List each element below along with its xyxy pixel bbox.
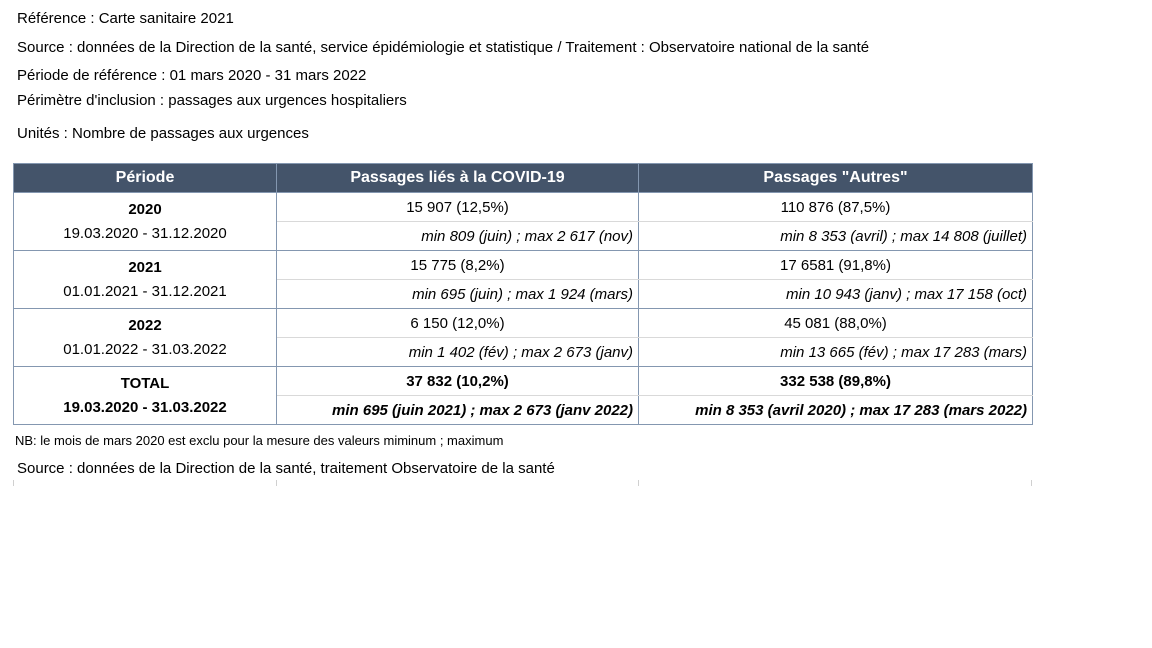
period-year: 2022: [128, 316, 162, 334]
period-cell-total: [14, 367, 277, 425]
table-header-row: [14, 164, 1033, 193]
covid-value: 6 150 (12,0%): [277, 309, 639, 338]
other-value: 45 081 (88,0%): [639, 309, 1033, 338]
other-total-range: min 8 353 (avril 2020) ; max 17 283 (mars 2022): [639, 396, 1033, 425]
covid-total-value: 37 832 (10,2%): [277, 367, 639, 396]
table-row-2022: [14, 309, 1033, 338]
covid-range: min 809 (juin) ; max 2 617 (nov): [277, 222, 639, 251]
column-tick: [13, 480, 14, 486]
period-cell-2022: [14, 309, 277, 367]
column-tick: [276, 480, 277, 486]
emergency-visits-table: [13, 163, 1033, 425]
table-row-2020: [14, 193, 1033, 222]
other-value: 110 876 (87,5%): [639, 193, 1033, 222]
other-total-value: 332 538 (89,8%): [639, 367, 1033, 396]
total-dates: 19.03.2020 - 31.03.2022: [63, 398, 227, 416]
other-range: min 8 353 (avril) ; max 14 808 (juillet): [639, 222, 1033, 251]
footer-source-text: Source : données de la Direction de la santé, traitement Observatoire de la santé: [17, 460, 555, 477]
table-row-total: [14, 367, 1033, 396]
header-covid: Passages liés à la COVID-19: [277, 164, 639, 193]
header-other: Passages "Autres": [639, 164, 1033, 193]
table-row-2021: [14, 251, 1033, 280]
other-value: 17 6581 (91,8%): [639, 251, 1033, 280]
perimeter-text: Périmètre d'inclusion : passages aux urgences hospitaliers: [17, 92, 407, 109]
other-range: min 10 943 (janv) ; max 17 158 (oct): [639, 280, 1033, 309]
period-dates: 19.03.2020 - 31.12.2020: [63, 224, 227, 242]
units-text: Unités : Nombre de passages aux urgences: [17, 125, 309, 142]
period-dates: 01.01.2022 - 31.03.2022: [63, 340, 227, 358]
covid-value: 15 907 (12,5%): [277, 193, 639, 222]
reference-text: Référence : Carte sanitaire 2021: [17, 10, 234, 27]
covid-value: 15 775 (8,2%): [277, 251, 639, 280]
total-label: TOTAL: [120, 374, 170, 392]
source-text: Source : données de la Direction de la santé, service épidémiologie et statistique / Traitement : Observatoire national de la santé: [17, 39, 870, 56]
period-text: Période de référence : 01 mars 2020 - 31 mars 2022: [17, 67, 367, 84]
period-year: 2020: [128, 200, 162, 218]
period-year: 2021: [128, 258, 162, 276]
column-tick: [638, 480, 639, 486]
covid-range: min 695 (juin) ; max 1 924 (mars): [277, 280, 639, 309]
note-text: NB: le mois de mars 2020 est exclu pour la mesure des valeurs miminum ; maximum: [15, 433, 504, 448]
other-range: min 13 665 (fév) ; max 17 283 (mars): [639, 338, 1033, 367]
covid-range: min 1 402 (fév) ; max 2 673 (janv): [277, 338, 639, 367]
period-cell-2020: [14, 193, 277, 251]
covid-total-range: min 695 (juin 2021) ; max 2 673 (janv 2022): [277, 396, 639, 425]
column-tick: [1031, 480, 1032, 486]
period-dates: 01.01.2021 - 31.12.2021: [63, 282, 227, 300]
header-period: Période: [14, 164, 277, 193]
period-cell-2021: [14, 251, 277, 309]
